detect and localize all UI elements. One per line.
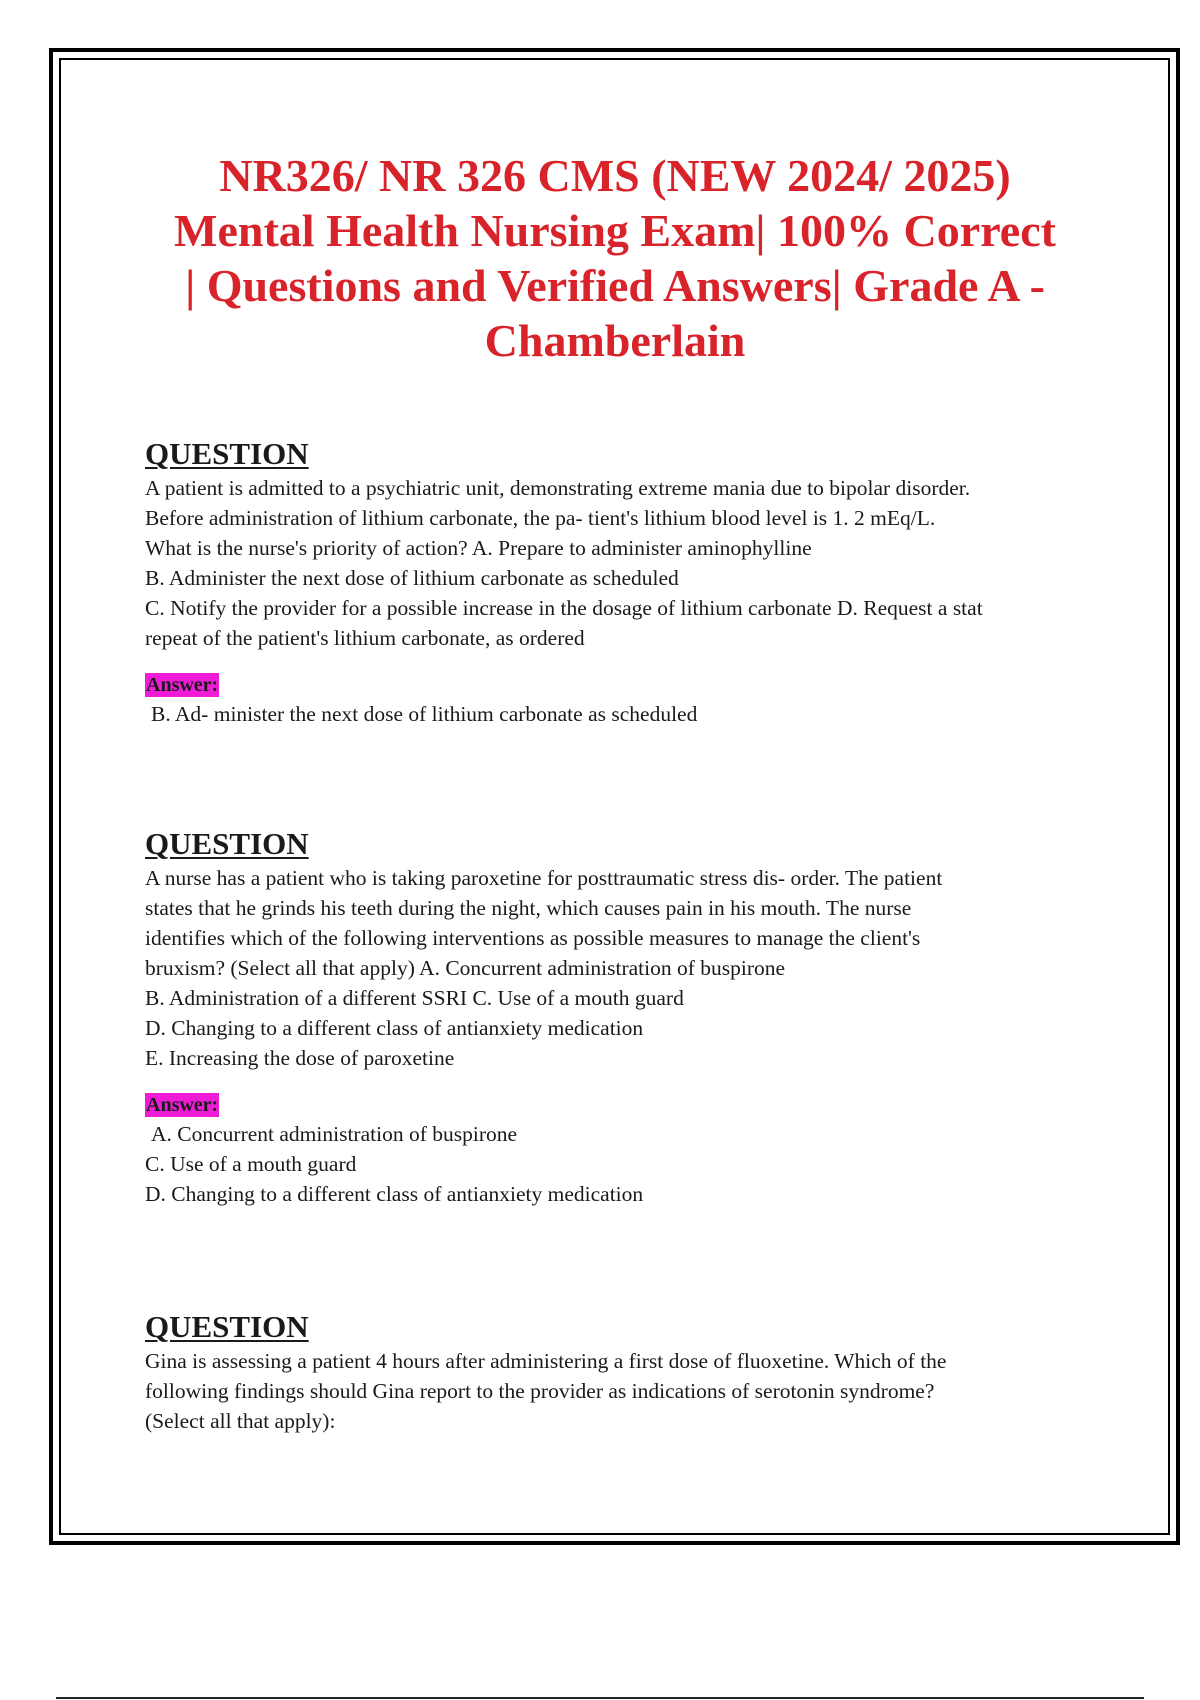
- question-3-text: [145, 1346, 1105, 1436]
- answer-line: C. Use of a mouth guard: [145, 1152, 357, 1176]
- question-2-answer: [145, 1119, 1105, 1209]
- title-line-2: Mental Health Nursing Exam| 100% Correct: [174, 205, 1056, 256]
- question-1-line: repeat of the patient's lithium carbonate, as ordered: [145, 626, 585, 650]
- page-bottom-divider: [56, 1697, 1144, 1699]
- question-2-line: E. Increasing the dose of paroxetine: [145, 1046, 455, 1070]
- question-2: [145, 827, 1105, 1209]
- answer-label: Answer:: [146, 1094, 219, 1116]
- question-2-line: states that he grinds his teeth during the night, which causes pain in his mouth. The nurse: [145, 896, 912, 920]
- question-1-line: Before administration of lithium carbonate, the pa- tient's lithium blood level is 1. 2 mEq/L.: [145, 506, 936, 530]
- answer-line: A. Concurrent administration of buspirone: [151, 1122, 518, 1146]
- document-title: [80, 148, 1150, 368]
- question-1-line: A patient is admitted to a psychiatric unit, demonstrating extreme mania due to bipolar disorder.: [145, 476, 971, 500]
- question-2-line: bruxism? (Select all that apply) A. Concurrent administration of buspirone: [145, 956, 786, 980]
- question-1-answer: [145, 699, 1105, 729]
- question-3-heading: QUESTION: [145, 1309, 309, 1344]
- question-3-line: (Select all that apply):: [145, 1409, 336, 1433]
- question-3-line: Gina is assessing a patient 4 hours after administering a first dose of fluoxetine. Which of the: [145, 1349, 947, 1373]
- question-1: [145, 437, 1105, 729]
- question-3: [145, 1310, 1105, 1436]
- title-line-4: Chamberlain: [484, 315, 746, 366]
- question-1-text: [145, 473, 1105, 653]
- question-1-line: What is the nurse's priority of action? A. Prepare to administer aminophylline: [145, 536, 812, 560]
- question-3-line: following findings should Gina report to the provider as indications of serotonin syndrome?: [145, 1379, 935, 1403]
- title-line-3: | Questions and Verified Answers| Grade A -: [185, 260, 1045, 311]
- question-2-line: D. Changing to a different class of antianxiety medication: [145, 1016, 644, 1040]
- question-1-line: C. Notify the provider for a possible increase in the dosage of lithium carbonate D. Request a stat: [145, 596, 983, 620]
- question-2-line: B. Administration of a different SSRI C. Use of a mouth guard: [145, 986, 684, 1010]
- answer-line: D. Changing to a different class of antianxiety medication: [145, 1182, 644, 1206]
- answer-line: B. Ad- minister the next dose of lithium carbonate as scheduled: [151, 702, 698, 726]
- question-2-heading: QUESTION: [145, 826, 309, 861]
- question-1-line: B. Administer the next dose of lithium carbonate as scheduled: [145, 566, 679, 590]
- title-line-1: NR326/ NR 326 CMS (NEW 2024/ 2025): [219, 150, 1011, 201]
- question-1-heading: QUESTION: [145, 436, 309, 471]
- answer-label: Answer:: [146, 674, 219, 696]
- question-2-text: [145, 863, 1105, 1073]
- question-2-line: A nurse has a patient who is taking paroxetine for posttraumatic stress dis- order. The patient: [145, 866, 943, 890]
- question-2-line: identifies which of the following interventions as possible measures to manage the client's: [145, 926, 921, 950]
